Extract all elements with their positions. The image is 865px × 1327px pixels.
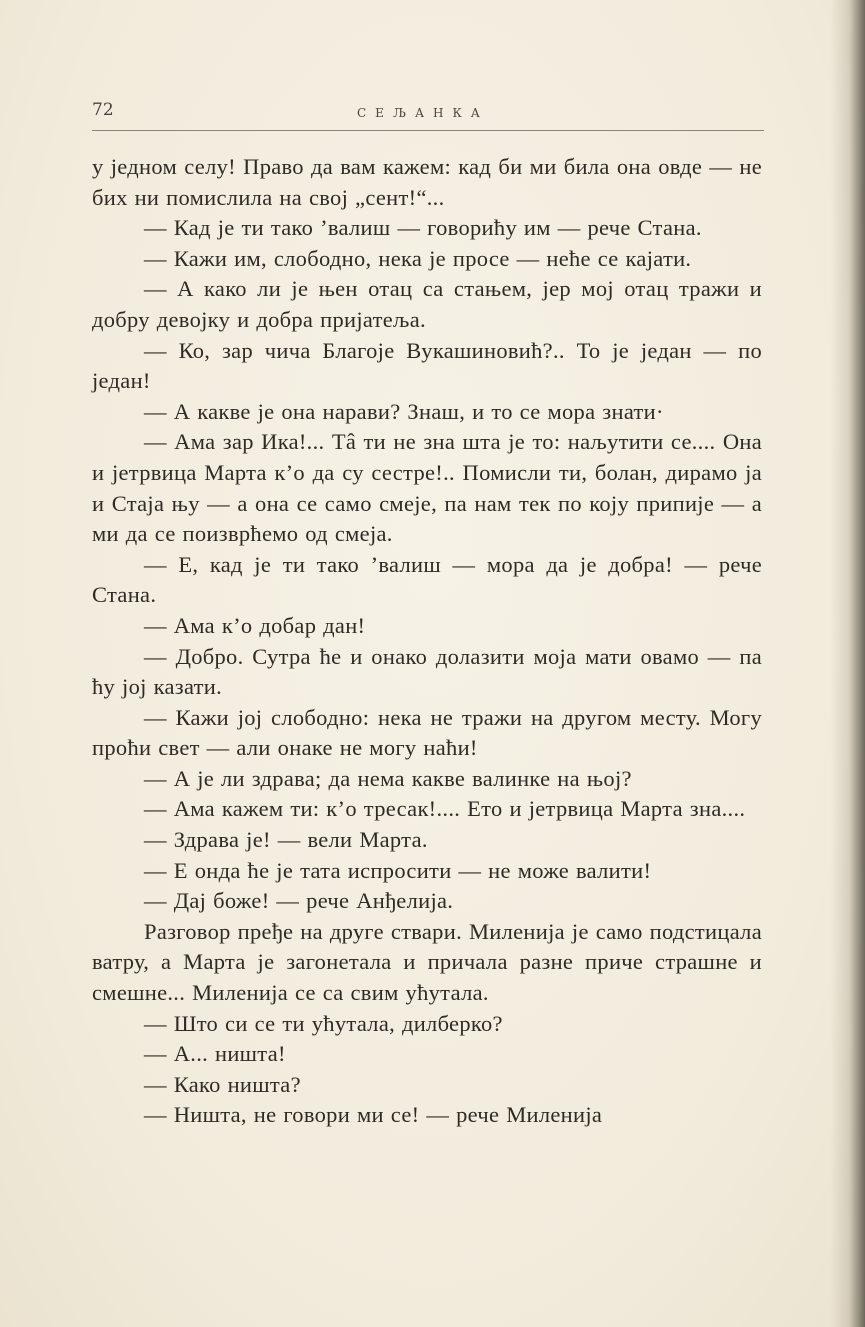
page-number: 72 bbox=[92, 100, 114, 120]
page-edge-shadow bbox=[849, 0, 865, 1327]
paragraph: — А... ништа! bbox=[144, 1041, 286, 1067]
running-title: СЕЉАНКА bbox=[357, 106, 489, 120]
body-text bbox=[92, 152, 762, 1131]
paragraph: — Ко, зар чича Благоје Вукашиновић?.. То је један — по један! bbox=[92, 337, 762, 394]
paragraph: — Кажи им, слободно, нека је просе — неће се кајати. bbox=[144, 245, 692, 271]
paragraph: — Добро. Сутра ће и онако долазити моја мати овамо — па ћу јој казати. bbox=[92, 643, 762, 700]
paragraph: у једном селу! Право да вам кажем: кад би ми била она овде — не бих ни помислила на свој „сент!“... bbox=[92, 154, 762, 210]
paragraph: — Ништа, не говори ми се! — рече Миленија bbox=[144, 1102, 603, 1128]
paragraph: — А како ли је њен отац са стањем, јер мој отац тражи и добру девојку и добра пријатеља. bbox=[92, 276, 762, 332]
paragraph: — Дај боже! — рече Анђелија. bbox=[144, 888, 454, 914]
paragraph: — Ама к’о добар дан! bbox=[144, 612, 366, 638]
paragraph: — Е, кад је ти тако ’валиш — мора да је добра! — рече Стана. bbox=[92, 551, 762, 608]
paragraph: — Кад је ти тако ’валиш — говорићу им — рече Стана. bbox=[144, 215, 702, 241]
paragraph: — Е онда ће је тата испросити — не може валити! bbox=[144, 857, 652, 883]
paragraph: — Кажи јој слободно: нека не тражи на другом месту. Могу проћи свет — али онаке не могу наћи! bbox=[92, 704, 762, 761]
paragraph: — Ама кажем ти: к’о тресак!.... Ето и јетрвица Марта зна.... bbox=[144, 796, 746, 822]
page-header bbox=[92, 100, 764, 131]
paragraph: Разговор пређе на друге ствари. Миленија је само подстицала ватру, а Марта је загонетала и причала разне приче страшне и смешне... Миленија се са свим ућутала. bbox=[92, 918, 762, 1006]
paragraph: — Како ништа? bbox=[144, 1071, 301, 1097]
paragraph: — А је ли здрава; да нема какве валинке на њој? bbox=[144, 765, 632, 791]
paragraph: — Здрава је! — вели Марта. bbox=[144, 827, 428, 853]
paragraph: — Ама зар Ика!... Тâ ти не зна шта је то: наљутити се.... Она и јетрвица Марта к’о да су сестре!.. Помисли ти, болан, дирамо ја и Стаја њу — а она се само смеје, па нам тек по коју припије — а ми да се поизврћемо од смеја. bbox=[92, 429, 762, 547]
paragraph: — А какве је она нарави? Знаш, и то се мора знати· bbox=[144, 398, 664, 424]
paragraph: — Што си се ти ућутала, дилберко? bbox=[144, 1010, 503, 1036]
